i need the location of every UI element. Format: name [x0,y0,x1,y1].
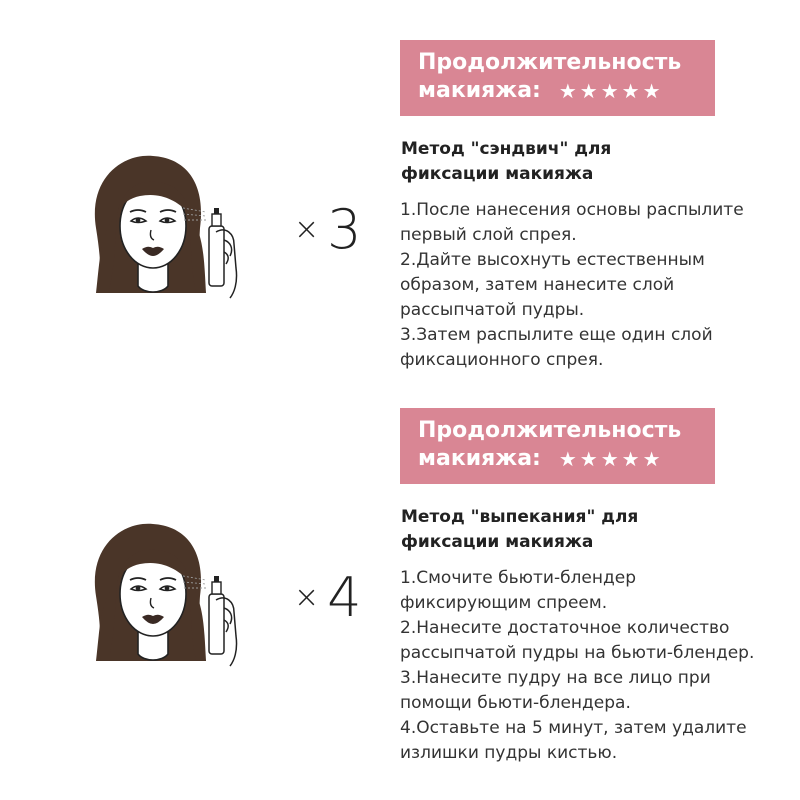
times-sign: × [294,212,320,247]
banner-title: Продолжительность [418,418,682,443]
step-line: 3.Нанесите пудру на все лицо при [400,668,711,688]
step-line: фиксирующим спреем. [400,593,608,613]
times-sign: × [294,580,320,615]
section-sandwich-method [0,0,800,370]
step-line: 2.Дайте высохнуть естественным [400,250,705,270]
steps-list [400,566,795,766]
step-line: 1.Смочите бьюти-блендер [400,568,636,588]
step-line: 4.Оставьте на 5 минут, затем удалите [400,718,747,738]
step-line: 2.Нанесите достаточное количество [400,618,730,638]
woman-spraying-illustration [78,148,268,318]
step-line: рассыпчатой пудры. [400,300,585,320]
method-title-line: Метод "сэндвич" для [401,139,612,159]
method-title [401,137,761,187]
method-title-line: Метод "выпекания" для [401,507,639,527]
layer-count: 3 [327,198,362,261]
banner-subtitle: макияжа: [418,78,541,103]
steps-list [400,198,795,373]
woman-spray-icon [78,516,268,686]
duration-banner [400,408,715,484]
step-line: помощи бьюти-блендера. [400,693,631,713]
step-line: 1.После нанесения основы распылите [400,200,744,220]
step-line: первый слой спрея. [400,225,577,245]
woman-spraying-illustration [78,516,268,686]
step-line: 3.Затем распылите еще один слой [400,325,713,345]
step-line: рассыпчатой пудры на бьюти-блендер. [400,643,755,663]
section-baking-method [0,368,800,763]
banner-subtitle: макияжа: [418,446,541,471]
duration-banner [400,40,715,116]
star-rating-icon: ★★★★★ [558,447,664,471]
application-multiplier [294,558,384,638]
step-line: излишки пудры кистью. [400,743,618,763]
layer-count: 4 [327,566,362,629]
banner-title: Продолжительность [418,50,682,75]
step-line: фиксационного спрея. [400,350,604,370]
method-title [401,505,761,555]
star-rating-icon: ★★★★★ [558,79,664,103]
method-title-line: фиксации макияжа [401,532,594,552]
woman-spray-icon [78,148,268,318]
step-line: образом, затем нанесите слой [400,275,675,295]
method-title-line: фиксации макияжа [401,164,594,184]
application-multiplier [294,190,384,270]
